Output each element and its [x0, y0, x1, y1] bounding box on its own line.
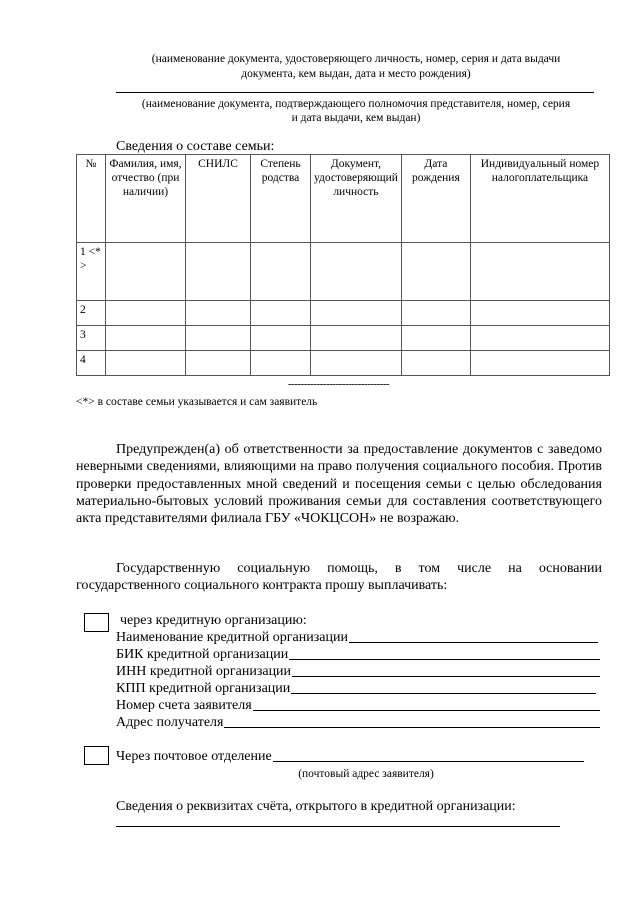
table-cell[interactable] — [311, 243, 402, 301]
column-header-snils: СНИЛС — [186, 155, 251, 243]
table-cell[interactable] — [106, 351, 186, 376]
table-cell[interactable] — [401, 351, 470, 376]
postal-address-caption: (почтовый адрес заявителя) — [298, 768, 434, 780]
column-header-birth-date: Дата рождения — [401, 155, 470, 243]
liability-warning-paragraph: Предупрежден(а) об ответственности за предоставление документов с заведомо неверными сведениями, влияющими на право получения социального пособия. Против проверки предоставленных мной сведений и посещения семьи с целью обследования материально-бытовых условий проживания семьи для составления соответствующего акта представителями филиала ГБУ «ЧОКЦСОН» не возражаю. — [76, 442, 602, 527]
column-header-identity-document: Документ, удостоверяющий личность — [311, 155, 402, 243]
table-cell[interactable] — [251, 301, 311, 326]
column-header-relationship: Степень родства — [251, 155, 311, 243]
credit-org-name-field[interactable] — [116, 629, 598, 646]
table-cell[interactable] — [186, 351, 251, 376]
column-header-full-name: Фамилия, имя, отчество (при наличии) — [106, 155, 186, 243]
table-cell[interactable] — [251, 243, 311, 301]
table-cell[interactable] — [106, 326, 186, 351]
table-cell[interactable] — [470, 243, 609, 301]
row-number: 3 — [77, 326, 106, 351]
table-cell[interactable] — [106, 243, 186, 301]
account-number-label: Номер счета заявителя — [116, 698, 252, 713]
table-row — [77, 243, 610, 301]
account-number-line[interactable] — [253, 710, 600, 711]
kpp-line[interactable] — [291, 693, 596, 694]
table-cell[interactable] — [470, 351, 609, 376]
bik-label: БИК кредитной организации — [116, 647, 289, 662]
table-row — [77, 301, 610, 326]
bik-field[interactable] — [116, 646, 600, 663]
account-number-field[interactable] — [116, 697, 600, 714]
bank-details-line[interactable] — [116, 826, 560, 827]
column-header-number: № — [77, 155, 106, 243]
recipient-address-line[interactable] — [224, 727, 600, 728]
post-office-address-line[interactable] — [273, 761, 584, 762]
table-row — [77, 326, 610, 351]
credit-organization-option-label: через кредитную организацию: — [120, 613, 307, 628]
row-number: 1 <*> — [77, 243, 106, 301]
representative-document-line[interactable] — [116, 92, 594, 93]
credit-org-name-line[interactable] — [349, 642, 598, 643]
table-row — [77, 351, 610, 376]
bik-line[interactable] — [289, 659, 600, 660]
table-cell[interactable] — [311, 351, 402, 376]
table-cell[interactable] — [106, 301, 186, 326]
table-cell[interactable] — [311, 301, 402, 326]
footnote: <*> в составе семьи указывается и сам заявитель — [76, 396, 318, 408]
footnote-separator: -------------------------------- — [288, 378, 390, 390]
inn-field[interactable] — [116, 663, 600, 680]
table-cell[interactable] — [186, 301, 251, 326]
table-cell[interactable] — [251, 351, 311, 376]
family-section-title: Сведения о составе семьи: — [116, 139, 275, 154]
recipient-address-label: Адрес получателя — [116, 715, 224, 730]
credit-org-name-label: Наименование кредитной организации — [116, 630, 348, 645]
kpp-label: КПП кредитной организации — [116, 681, 291, 696]
table-cell[interactable] — [401, 243, 470, 301]
family-table — [76, 154, 610, 376]
credit-organization-checkbox[interactable] — [84, 613, 109, 632]
table-cell[interactable] — [470, 301, 609, 326]
payment-request-paragraph: Государственную социальную помощь, в том числе на основании государственного социального контракта прошу выплачивать: — [76, 561, 602, 594]
column-header-inn: Индивидуальный номер налогоплательщика — [470, 155, 609, 243]
representative-document-caption-line2: и дата выдачи, кем выдан) — [291, 112, 421, 124]
kpp-field[interactable] — [116, 680, 596, 697]
table-cell[interactable] — [186, 326, 251, 351]
table-cell[interactable] — [470, 326, 609, 351]
table-cell[interactable] — [311, 326, 402, 351]
row-number: 2 — [77, 301, 106, 326]
post-office-option-label: Через почтовое отделение — [116, 749, 272, 764]
row-number: 4 — [77, 351, 106, 376]
representative-document-caption-line1: (наименование документа, подтверждающего полномочия представителя, номер, серия — [141, 98, 571, 110]
table-cell[interactable] — [401, 326, 470, 351]
bank-details-label: Сведения о реквизитах счёта, открытого в кредитной организации: — [116, 799, 516, 814]
table-cell[interactable] — [251, 326, 311, 351]
inn-label: ИНН кредитной организации — [116, 664, 292, 679]
recipient-address-field[interactable] — [116, 714, 600, 731]
id-document-caption-line2: документа, кем выдан, дата и место рождения) — [241, 68, 471, 80]
table-cell[interactable] — [401, 301, 470, 326]
post-office-field[interactable] — [116, 748, 584, 765]
id-document-caption-line1: (наименование документа, удостоверяющего личность, номер, серия и дата выдачи — [151, 53, 561, 65]
post-office-checkbox[interactable] — [84, 746, 109, 765]
table-cell[interactable] — [186, 243, 251, 301]
inn-line[interactable] — [292, 676, 600, 677]
